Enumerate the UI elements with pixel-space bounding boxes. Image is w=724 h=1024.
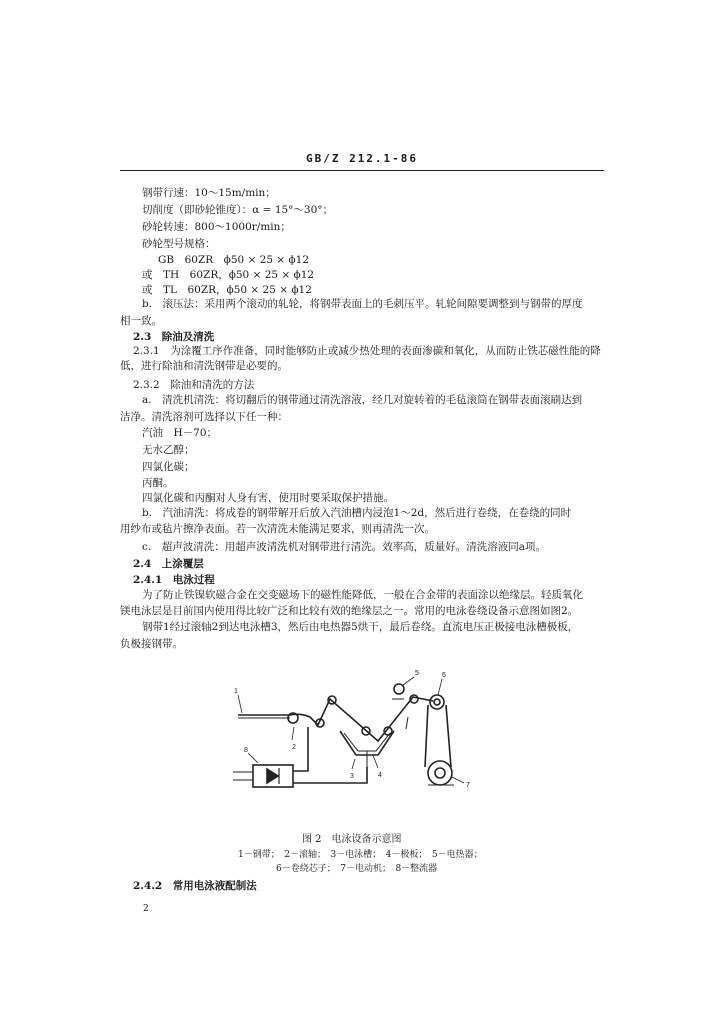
text-line: 相一致。 [120, 315, 162, 327]
figure-legend: 6－卷绕芯子； 7－电动机； 8－整流器 [276, 864, 438, 874]
label-5: 5 [415, 670, 419, 677]
text-line: 砂轮型号规格： [142, 238, 216, 250]
header-rule [120, 170, 604, 171]
text-line: 或 TH 60ZR，ϕ50 × 25 × ϕ12 [142, 269, 315, 281]
subsection-heading: 2.4.2 常用电泳液配制法 [133, 880, 257, 892]
electrophoresis-diagram [228, 655, 488, 825]
page-number: 2 [143, 904, 149, 914]
text-line: 汽油 H－70； [142, 427, 218, 439]
text-line: 钢带行速：10～15m/min； [142, 187, 276, 199]
label-6: 6 [442, 672, 446, 679]
label-2: 2 [292, 744, 296, 751]
text-line: a. 清洗机清洗：将切翻后的钢带通过清洗溶液，经几对旋转着的毛毡滚筒在钢带表面滚刷达到 [142, 394, 583, 406]
text-line: 2.3.1 为涂覆工序作准备，同时能够防止或减少热处理的表面渗碳和氧化，从而防止铁芯磁性能的降 [133, 345, 601, 357]
text-line: 四氯化碳； [142, 461, 195, 473]
text-line: b. 汽油清洗：将成卷的钢带解开后放入汽油槽内浸泡1～2d，然后进行卷绕，在卷绕的同时 [142, 507, 572, 519]
text-line: 洁净。清洗溶剂可选择以下任一种： [120, 411, 288, 423]
subsection-heading: 2.3.2 除油和清洗的方法 [133, 379, 255, 391]
text-line: 镁电泳层是目前国内使用得比较广泛和比较有效的绝缘层之一。常用的电泳卷绕设备示意图如图2。 [120, 605, 579, 617]
text-line: 四氯化碳和丙酮对人身有害，使用时要采取保护措施。 [142, 492, 394, 504]
document-header: GB/Z 212.1-86 [305, 152, 419, 165]
text-line: 砂轮转速：800～1000r/min； [142, 221, 291, 233]
label-8: 8 [244, 747, 248, 754]
subsection-heading: 2.4.1 电泳过程 [133, 574, 215, 586]
text-line: 用纱布或毡片擦净表面。若一次清洗未能满足要求，则再清洗一次。 [120, 523, 435, 535]
label-3: 3 [350, 773, 354, 780]
text-line: 负极接钢带。 [120, 638, 183, 650]
text-line: 无水乙醇； [142, 444, 195, 456]
text-line: 钢带1经过滚轴2到达电泳槽3，然后由电热器5烘干，最后卷绕。直流电压正极接电泳槽极板， [142, 621, 579, 633]
text-line: b. 滚压法：采用两个滚动的轧轮，将钢带表面上的毛刺压平。轧轮间隙要调整到与钢带的厚度 [142, 298, 583, 310]
text-line: GB 60ZR ϕ50 × 25 × ϕ12 [158, 254, 310, 266]
label-1: 1 [234, 688, 238, 695]
text-line: 为了防止铁镍软磁合金在交变磁场下的磁性能降低，一般在合金带的表面涂以绝缘层。轻质氧化 [142, 589, 583, 601]
figure-caption: 图 2 电泳设备示意图 [302, 834, 402, 845]
label-4: 4 [378, 772, 382, 779]
text-line: c. 超声波清洗：用超声波清洗机对钢带进行清洗。效率高，质量好。清洗溶液同a项。 [142, 541, 546, 553]
section-heading: 2.4 上涂覆层 [133, 558, 204, 570]
text-line: 丙酮。 [142, 477, 174, 489]
text-line: 或 TL 60ZR，ϕ50 × 25 × ϕ12 [142, 284, 312, 296]
text-line: 切削度（即砂轮锥度）：α = 15°～30°； [142, 204, 334, 216]
section-heading: 2.3 除油及清洗 [133, 331, 215, 343]
label-7: 7 [466, 782, 470, 789]
text-line: 低，进行除油和清洗钢带是必要的。 [120, 360, 288, 372]
figure-legend: 1－钢带； 2－滚轴； 3－电泳槽； 4－极板； 5－电热器； [238, 850, 483, 860]
